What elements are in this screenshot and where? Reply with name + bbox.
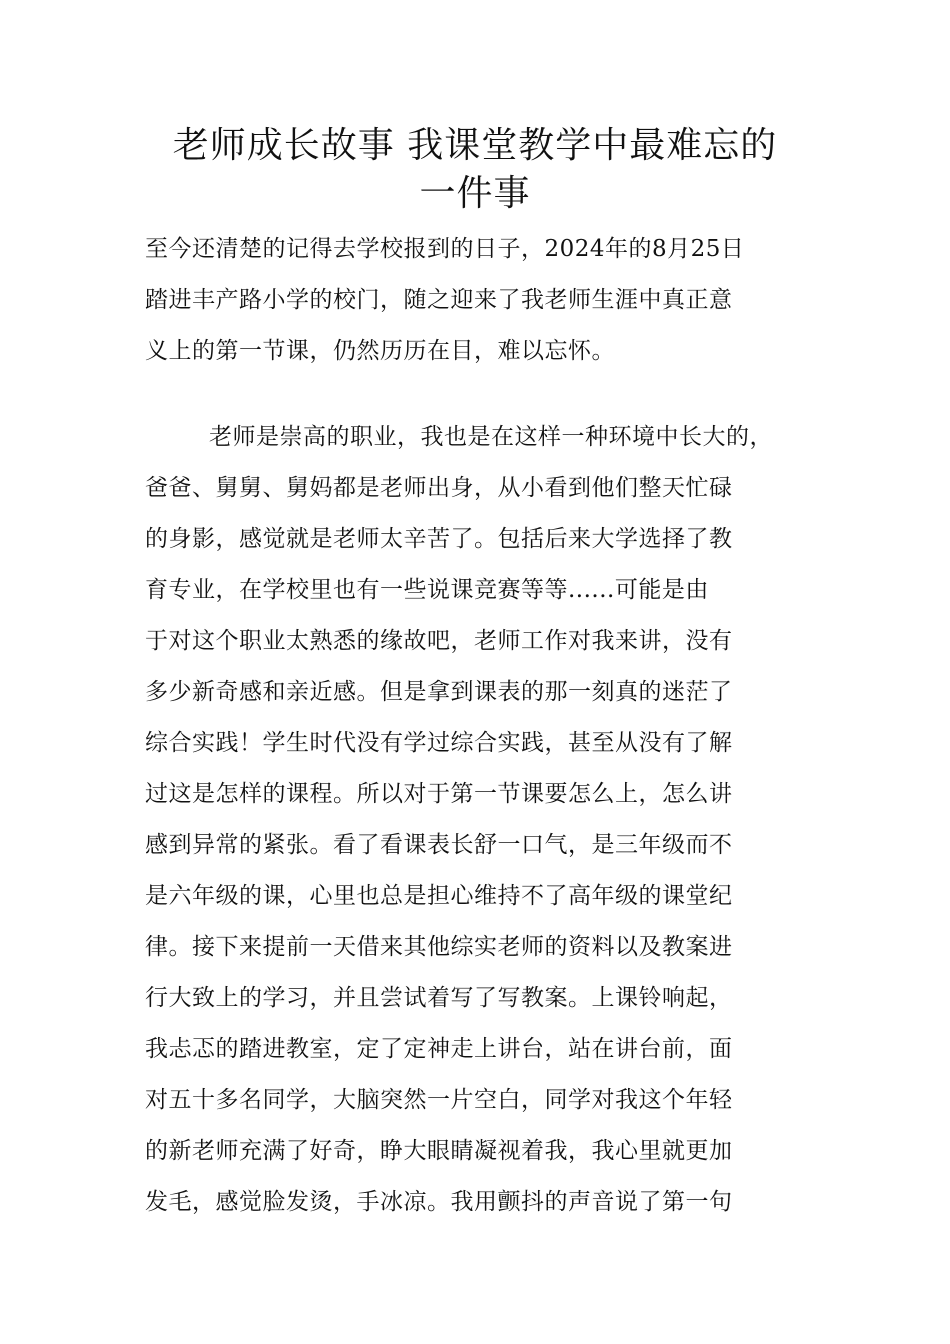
text-line: 老师是崇高的职业，我也是在这样一种环境中长大的， xyxy=(209,424,773,450)
text-line: 爸爸、舅舅、舅妈都是老师出身，从小看到他们整天忙碌 xyxy=(145,475,733,501)
text-line: 于对这个职业太熟悉的缘故吧，老师工作对我来讲，没有 xyxy=(145,628,733,654)
text-line: 律。接下来提前一天借来其他综实老师的资料以及教案进 xyxy=(145,934,733,960)
text-line: 至今还清楚的记得去学校报到的日子，2024年的8月25日 xyxy=(145,236,745,262)
document-body xyxy=(145,230,835,1234)
text-line: 发毛，感觉脸发烫，手冰凉。我用颤抖的声音说了第一句 xyxy=(145,1189,733,1215)
text-line: 踏进丰产路小学的校门，随之迎来了我老师生涯中真正意 xyxy=(145,287,733,313)
title-line: 一件事 xyxy=(419,173,531,214)
text-line: 育专业，在学校里也有一些说课竞赛等等......可能是由 xyxy=(145,577,709,603)
text-line: 我忐忑的踏进教室，定了定神走上讲台，站在讲台前，面 xyxy=(145,1036,733,1062)
paragraph-2 xyxy=(145,418,835,1234)
text-line: 的身影，感觉就是老师太辛苦了。包括后来大学选择了教 xyxy=(145,526,733,552)
text-line: 义上的第一节课，仍然历历在目，难以忘怀。 xyxy=(145,338,615,364)
text-line: 多少新奇感和亲近感。但是拿到课表的那一刻真的迷茫了 xyxy=(145,679,733,705)
title-line: 老师成长故事 我课堂教学中最难忘的 xyxy=(172,125,778,166)
text-line: 感到异常的紧张。看了看课表长舒一口气，是三年级而不 xyxy=(145,832,733,858)
paragraph-gap xyxy=(145,383,835,418)
text-line: 是六年级的课，心里也总是担心维持不了高年级的课堂纪 xyxy=(145,883,733,909)
text-line: 综合实践！学生时代没有学过综合实践，甚至从没有了解 xyxy=(145,730,733,756)
document-title xyxy=(120,122,830,218)
text-line: 对五十多名同学，大脑突然一片空白，同学对我这个年轻 xyxy=(145,1087,733,1113)
paragraph-1 xyxy=(145,230,835,383)
text-line: 行大致上的学习，并且尝试着写了写教案。上课铃响起， xyxy=(145,985,733,1011)
text-line: 的新老师充满了好奇，睁大眼睛凝视着我，我心里就更加 xyxy=(145,1138,733,1164)
text-line: 过这是怎样的课程。所以对于第一节课要怎么上，怎么讲 xyxy=(145,781,733,807)
